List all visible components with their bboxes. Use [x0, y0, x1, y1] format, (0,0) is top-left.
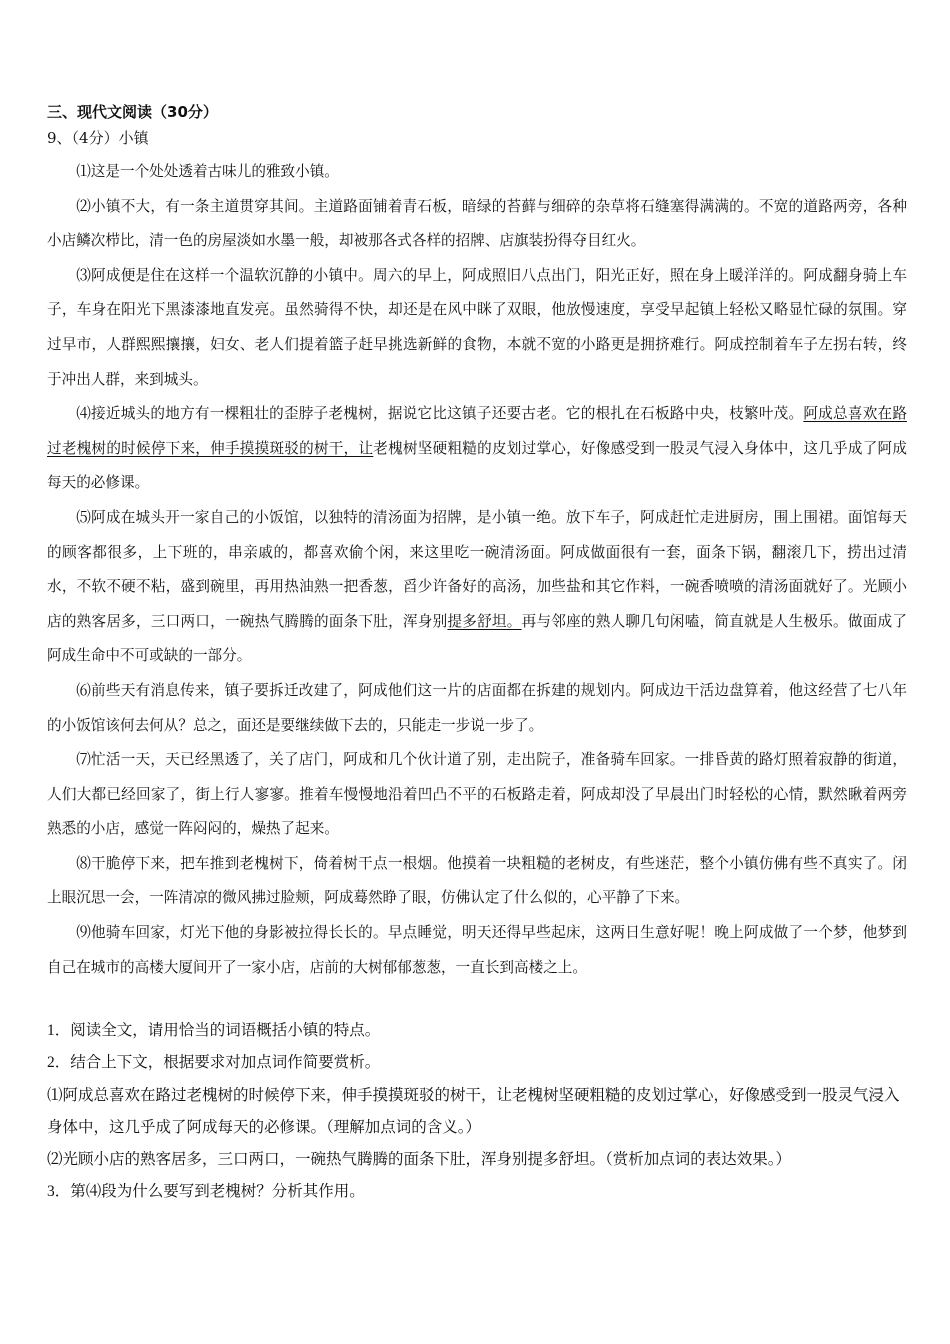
paragraph-7: ⑺忙活一天，天已经黑透了，关了店门，阿成和几个伙计道了别，走出院子，准备骑车回家。一排昏黄的路灯照着寂静的街道，人们大都已经回家了，街上行人寥寥。推着车慢慢地沿着凹凸不平的石板路走着，阿成却没了早晨出门时轻松的心情，默然瞅着两旁熟悉的小店，感觉一阵闷闷的，燥热了起来。 [47, 751, 907, 838]
question-1: 1．阅读全文，请用恰当的词语概括小镇的特点。 [47, 1022, 381, 1039]
question-heading: 9、（4分）小镇 [47, 129, 149, 147]
paragraph-4 [47, 397, 907, 501]
paragraph-4-text-b: 老槐树坚硬粗糙的皮划过掌心，好像感受到一股灵气浸入身体中，这几乎成了阿成每天的必修课。 [47, 439, 907, 492]
paragraph-9: ⑼他骑车回家，灯光下他的身影被拉得长长的。早点睡觉，明天还得早些起床，这两日生意好呢！晚上阿成做了一个梦，他梦到自己在城市的高楼大厦间开了一家小店，店前的大树郁郁葱葱，一直长到高楼之上。 [47, 924, 907, 976]
paragraph-5-text-a: ⑸阿成在城头开一家自己的小饭馆，以独特的清汤面为招牌，是小镇一绝。放下车子，阿成赶忙走进厨房，围上围裙。面馆每天的顾客都很多，上下班的，串亲戚的，都喜欢偷个闲，来这里吃一碗清汤面。阿成做面很有一套，面条下锅，翻滚几下，捞出过清水，不软不硬不粘，盛到碗里，再用热油熟一把香葱，舀少许备好的高汤，加些盐和其它作料，一碗香喷喷的清汤面就好了。光顾小店的熟客居多，三口两口，一碗热气腾腾的面条下肚，浑身别 [47, 508, 907, 630]
section-title: 三、现代文阅读（30分） [47, 103, 218, 121]
reading-passage [47, 155, 907, 985]
question-2-part-1: ⑴阿成总喜欢在路过老槐树的时候停下来，伸手摸摸斑驳的树干，让老槐树坚硬粗糙的皮划过掌心，好像感受到一股灵气浸入身体中，这几乎成了阿成每天的必修课。（理解加点词的含义。） [47, 1086, 900, 1136]
question-2-part-2: ⑵光顾小店的熟客居多，三口两口，一碗热气腾腾的面条下肚，浑身别提多舒坦。（赏析加点词的表达效果。） [47, 1151, 792, 1169]
paragraph-1: ⑴这是一个处处透着古味儿的雅致小镇。 [76, 163, 339, 180]
paragraph-8: ⑻干脆停下来，把车推到老槐树下，倚着树干点一根烟。他摸着一块粗糙的老树皮，有些迷茫，整个小镇仿佛有些不真实了。闭上眼沉思一会，一阵清凉的微风拂过脸颊，阿成蓦然睁了眼，仿佛认定了什么似的，心平静了下来。 [47, 854, 907, 907]
paragraph-6: ⑹前些天有消息传来，镇子要拆迁改建了，阿成他们这一片的店面都在拆建的规划内。阿成边干活边盘算着，他这经营了七八年的小饭馆该何去何从？总之，面还是要继续做下去的，只能走一步说一步了。 [47, 681, 907, 734]
paragraph-2: ⑵小镇不大，有一条主道贯穿其间。主道路面铺着青石板，暗绿的苔藓与细碎的杂草将石缝塞得满满的。不宽的道路两旁，各种小店鳞次栉比，清一色的房屋淡如水墨一般，却被那各式各样的招牌、店旗装扮得夺目红火。 [47, 197, 907, 250]
question-3: 3．第⑷段为什么要写到老槐树？分析其作用。 [47, 1183, 365, 1201]
paragraph-5 [47, 501, 907, 674]
paragraph-5-text-b: 再与邻座的熟人聊几句闲嗑，简直就是人生极乐。做面成了阿成生命中不可或缺的一部分。 [47, 612, 907, 665]
question-list [47, 1015, 907, 1209]
underlined-sentence: 阿成总喜欢在路过老槐树的时候停下来，伸手摸摸斑驳的树干，让 [47, 405, 907, 457]
question-2: 2．结合上下文，根据要求对加点词作简要赏析。 [47, 1054, 381, 1072]
paragraph-3: ⑶阿成便是住在这样一个温软沉静的小镇中。周六的早上，阿成照旧八点出门，阳光正好，照在身上暖洋洋的。阿成翻身骑上车子，车身在阳光下黑漆漆地直发亮。虽然骑得不快，却还是在风中眯了双眼，他放慢速度，享受早起镇上轻松又略显忙碌的氛围。穿过早市，人群熙熙攘攘，妇女、老人们提着篮子赶早挑选新鲜的食物，本就不宽的小路更是拥挤难行。阿成控制着车子左拐右转，终于冲出人群，来到城头。 [47, 266, 907, 388]
underlined-phrase: 提多舒坦。 [447, 612, 522, 630]
paragraph-4-text-a: ⑷接近城头的地方有一棵粗壮的歪脖子老槐树，据说它比这镇子还要古老。它的根扎在石板路中央，枝繁叶茂。 [76, 405, 804, 423]
